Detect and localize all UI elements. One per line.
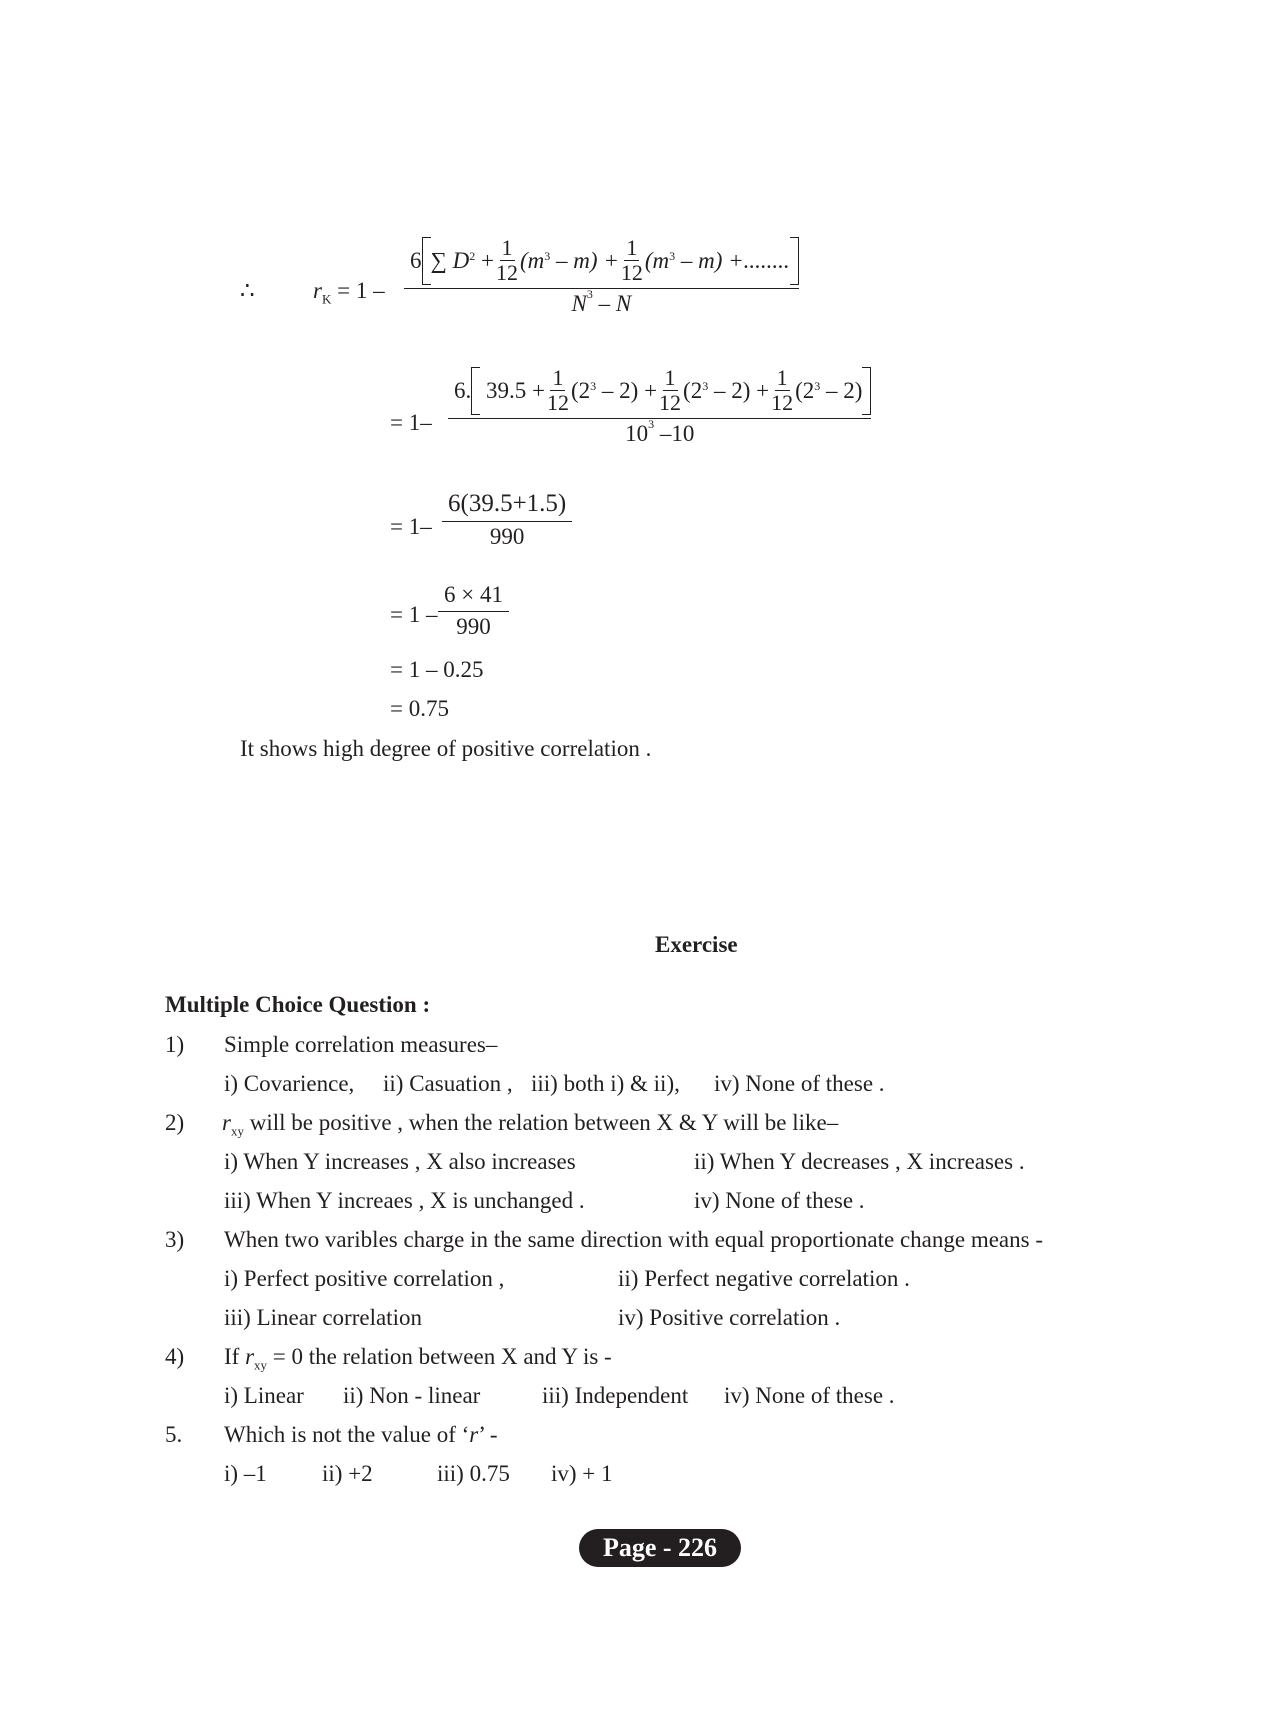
eq2-fraction: 6. 39.5 + $\frac{1}{12}$ (2 $^3$ – 2) + $\frac{1}{12}$ (2 $^3$ – 2) + $\frac{1}{12}$ (2 $^3$ – 2) $10^3$ –10 xyxy=(448,366,871,447)
r-subscript: K xyxy=(321,291,332,307)
eq1-right-bracket xyxy=(790,237,799,285)
m-term-1-tail: – m) + xyxy=(556,247,619,273)
question-1-number: 1) xyxy=(165,1032,185,1057)
question-5-number: 5. xyxy=(165,1422,183,1447)
question-2-option-4: iv) None of these . xyxy=(694,1188,865,1213)
therefore-symbol: ∴ xyxy=(240,278,255,303)
d-symbol: D xyxy=(452,247,470,273)
question-3-number: 3) xyxy=(165,1227,185,1252)
eq3-fraction xyxy=(442,490,572,550)
eq1-prefix: = 1 – xyxy=(337,278,385,303)
one-twelfth-fraction: $\frac{1}{12}$ xyxy=(659,365,682,415)
question-3-option-4: iv) Positive correlation . xyxy=(618,1305,841,1330)
question-3-option-3: iii) Linear correlation xyxy=(224,1305,422,1330)
r-symbol: r xyxy=(313,278,322,303)
r-symbol: r xyxy=(245,1344,255,1369)
question-1-text: Simple correlation measures– xyxy=(224,1032,498,1057)
question-5-text: Which is not the value of ‘r’ - xyxy=(224,1422,498,1447)
question-1-option-2: ii) Casuation , xyxy=(383,1071,513,1096)
question-4-body: = 0 the relation between X and Y is - xyxy=(272,1344,612,1369)
one-twelfth-fraction: $\frac{1}{12}$ xyxy=(546,365,569,415)
eq2-first-term: 39.5 + xyxy=(486,377,545,403)
question-2-option-2: ii) When Y decreases , X increases . xyxy=(694,1149,1025,1174)
eq2-left-bracket xyxy=(471,367,480,415)
question-1-option-1: i) Covarience, xyxy=(224,1071,355,1096)
page-number-label: Page - 226 xyxy=(602,1533,718,1562)
eq4-numerator: 6 × 41 xyxy=(438,582,509,612)
question-4-text xyxy=(224,1344,612,1374)
question-5-option-3: iii) 0.75 xyxy=(437,1461,510,1486)
question-2-option-1: i) When Y increases , X also increases xyxy=(224,1149,576,1174)
eq2-prefix: = 1– xyxy=(390,410,432,435)
question-3-text: When two varibles charge in the same direction with equal proportionate change means - xyxy=(224,1227,1043,1252)
question-5-option-4: iv) + 1 xyxy=(551,1461,613,1486)
question-4-number: 4) xyxy=(165,1344,185,1369)
eq1-coef: 6 xyxy=(410,247,422,273)
question-1-option-3: iii) both i) & ii), xyxy=(531,1071,680,1096)
eq1-denominator: $N^3$ – N xyxy=(571,287,632,316)
mcq-section-title: Multiple Choice Question : xyxy=(165,992,431,1017)
eq1-fraction: 6 ∑ D $^2$ + $\frac{1}{12}$ (m $^3$ – m) + $\frac{1}{12}$ (m $^3$ – m) +........ $N^3$ – N xyxy=(404,236,799,317)
eq1-left-bracket xyxy=(422,237,431,285)
question-3-option-1: i) Perfect positive correlation , xyxy=(224,1266,505,1291)
one-twelfth-fraction: $\frac{1}{12}$ xyxy=(620,235,643,285)
eq2-coef: 6. xyxy=(454,377,472,403)
question-5-option-2: ii) +2 xyxy=(322,1461,373,1486)
question-4-option-2: ii) Non - linear xyxy=(343,1383,481,1408)
rk-lhs xyxy=(313,278,385,308)
eq3-prefix: = 1– xyxy=(390,514,432,539)
page-number-badge xyxy=(579,1529,741,1567)
question-4-option-1: i) Linear xyxy=(224,1383,304,1408)
m-term-2: (m xyxy=(644,247,670,273)
question-5-option-1: i) –1 xyxy=(224,1461,267,1486)
one-twelfth-fraction: $\frac{1}{12}$ xyxy=(771,365,794,415)
question-2-text xyxy=(222,1110,838,1140)
eq3-denominator: 990 xyxy=(489,524,525,549)
one-twelfth-fraction: $\frac{1}{12}$ xyxy=(496,235,519,285)
r-subscript: xy xyxy=(254,1357,268,1373)
eq6: = 0.75 xyxy=(390,696,449,721)
plus-sign: + xyxy=(481,247,495,273)
eq2-right-bracket xyxy=(862,367,871,415)
eq5: = 1 – 0.25 xyxy=(390,657,484,682)
r-symbol: r xyxy=(222,1110,231,1135)
exercise-heading: Exercise xyxy=(655,932,738,957)
question-3-option-2: ii) Perfect negative correlation . xyxy=(618,1266,910,1291)
eq4-prefix: = 1 – xyxy=(390,602,438,627)
sigma-symbol: ∑ xyxy=(430,247,447,273)
question-4-option-3: iii) Independent xyxy=(542,1383,689,1408)
r-subscript: xy xyxy=(230,1123,244,1139)
m-term-2-tail: – m) +........ xyxy=(680,247,790,273)
m-term-1: (m xyxy=(520,247,545,273)
question-1-option-4: iv) None of these . xyxy=(714,1071,885,1096)
conclusion-text: It shows high degree of positive correlation . xyxy=(240,736,652,761)
d-exponent: 2 xyxy=(469,249,476,263)
question-2-number: 2) xyxy=(165,1110,185,1135)
eq2-denominator: $10^3$ –10 xyxy=(625,417,695,446)
eq4-denominator: 990 xyxy=(456,614,491,639)
question-4-option-4: iv) None of these . xyxy=(724,1383,895,1408)
question-2-body: will be positive , when the relation between X & Y will be like– xyxy=(249,1110,839,1135)
eq3-numerator: 6(39.5+1.5) xyxy=(442,490,572,522)
r-symbol: r xyxy=(469,1422,479,1447)
question-2-option-3: iii) When Y increaes , X is unchanged . xyxy=(224,1188,585,1213)
question-4-pre: If xyxy=(224,1344,240,1369)
eq4-fraction xyxy=(438,582,509,640)
